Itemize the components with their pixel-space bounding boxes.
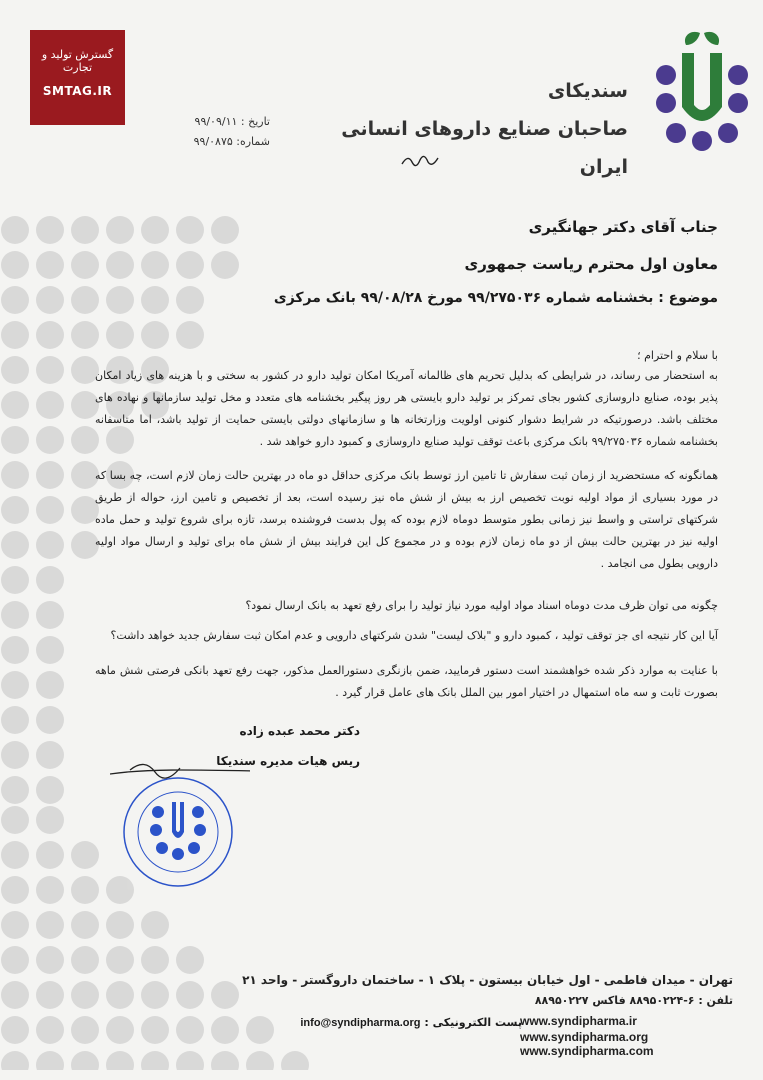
greeting: با سلام و احترام ؛: [637, 349, 718, 362]
footer-phone: تلفن : ۶-۸۸۹۵۰۲۲۴ فاکس ۸۸۹۵۰۲۲۷: [534, 994, 733, 1007]
paragraph-2: همانگونه که مستحضرید از زمان ثبت سفارش تا تامین ارز توسط بانک مرکزی حداقل دو ماه در بهترین حالت زمان لازم است، چه بسا که در مورد بسیاری از مواد اولیه نوبت تخصیص ارز به بیش از شش ماه نیز رسیده است، بعد از تخصیص و تامین ارز، حواله از طریق شرکتهای تراستی و واسط نیز زمانی بطور متوسط دوماه لازم بوده که پول بدست فروشنده برسد، تازه برای شروع تولید و حمل ماده اولیه نیز در بهترین حالت بیش از دو ماه زمان لازم بوده و در مجموع کل این فرایند بیش از شش ماه برای تولید و ارسال مواد اولیه دارویی بطول می انجامد .: [95, 469, 718, 570]
org-line-1: سندیکای: [547, 80, 628, 102]
letter-number: شماره: ۹۹/۰۸۷۵: [193, 135, 270, 148]
letter-date: تاریخ : ۹۹/۰۹/۱۱: [194, 115, 270, 128]
badge-title: گسترش تولید و تجارت: [41, 48, 114, 74]
paragraph-1: به استحضار می رساند، در شرایطی که بدلیل تحریم های ظالمانه آمریکا امکان تولید دارو در کشور به سختی و با هزینه های زیاد امکان پذیر بوده، صنایع داروسازی کشور بجای تمرکز بر تولید دارو بایستی هر روز پیگیر بخشنامه های متعدد و مخل تولید سازمانها و نهاده های مختلف باشد. درصورتیکه در شرایط دشوار کنونی اولویت وزارتخانه ها و سازمانهای دولتی بایستی حمایت از تولید باشد، اما متاسفانه بخشنامه شماره ۹۹/۲۷۵۰۳۶ بانک مرکزی باعث توقف تولید صنایع داروسازی و کمبود دارو خواهد شد .: [95, 369, 718, 448]
website-link-org[interactable]: www.syndipharma.org: [520, 1030, 649, 1044]
addressee-position: معاون اول محترم ریاست جمهوری: [464, 255, 718, 273]
org-line-2: صاحبان صنایع داروهای انسانی: [341, 118, 628, 140]
letter-meta: [140, 112, 270, 152]
official-stamp: [110, 760, 250, 900]
website-link-com[interactable]: www.syndipharma.com: [520, 1044, 654, 1058]
organization-name: [341, 72, 628, 186]
question-1: چگونه می توان ظرف مدت دوماه اسناد مواد اولیه مورد نیاز تولید را برای رفع تعهد به بانک ارسال نمود؟: [245, 599, 718, 612]
signer-title: ریس هیات مدیره سندیکا: [216, 754, 360, 768]
email-link[interactable]: info@syndipharma.org: [300, 1017, 421, 1029]
footer-address: تهران - میدان فاطمی - اول خیابان بیستون - پلاک ۱ - ساختمان داروگستر - واحد ۲۱: [242, 973, 733, 987]
smtag-watermark-badge: [30, 30, 125, 125]
signer-name: دکتر محمد عبده زاده: [239, 724, 360, 738]
website-link-ir[interactable]: www.syndipharma.ir: [520, 1014, 637, 1028]
letter-subject: موضوع : بخشنامه شماره ۹۹/۲۷۵۰۳۶ مورخ ۹۹/۰۸/۲۸ بانک مرکزی: [273, 290, 718, 306]
syndicate-logo-icon: [652, 25, 752, 155]
badge-site: SMTAG.IR: [42, 84, 113, 98]
email-label: پست الکترونیکی :: [424, 1016, 522, 1029]
paragraph-3: با عنایت به موارد ذکر شده خواهشمند است دستور فرمایید، ضمن بازنگری دستورالعمل مذکور، جهت رفع تعهد بانکی فرصتی شش ماهه بصورت ثابت و سه ماه استمهال در اختیار امور بین الملل بانک های عامل قرار گیرد .: [95, 664, 718, 699]
org-line-3: ایران: [579, 156, 628, 178]
footer-email-block: [282, 1016, 522, 1029]
question-2: آیا این کار نتیجه ای جز توقف تولید ، کمبود دارو و "بلاک لیست" شدن شرکتهای دارویی و عدم امکان ثبت سفارش جدید خواهد داشت؟: [110, 629, 718, 642]
initials-signature: [400, 150, 440, 172]
addressee-name: جناب آقای دکتر جهانگیری: [528, 218, 718, 236]
